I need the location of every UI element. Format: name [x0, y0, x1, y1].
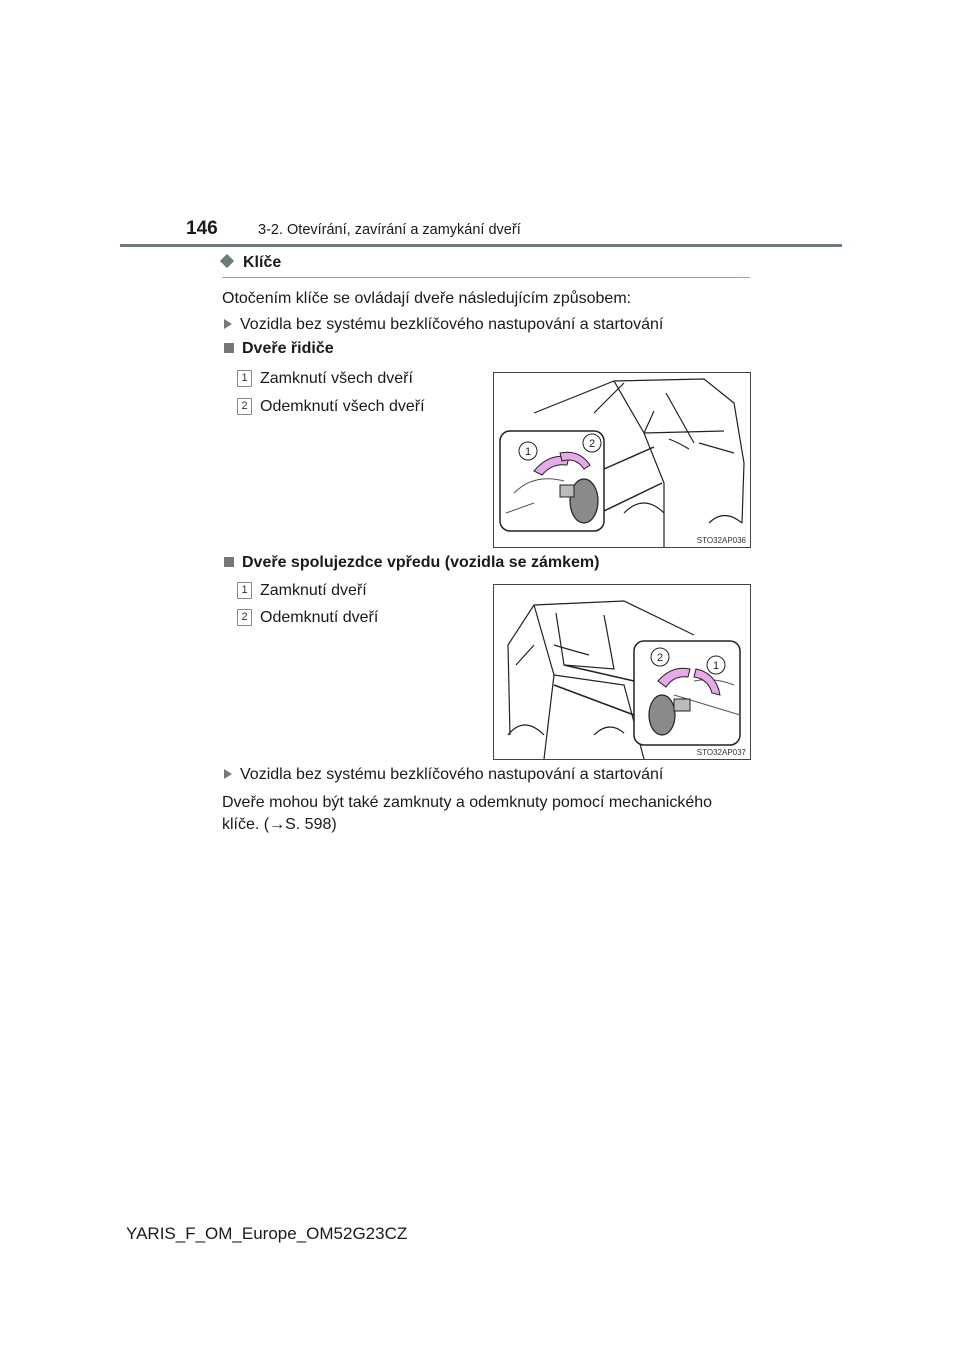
- diamond-bullet-icon: [220, 254, 234, 268]
- triangle-bullet-icon: [224, 319, 232, 329]
- section-title-text: Klíče: [243, 254, 282, 271]
- closing-line-2: klíče. (→S. 598): [222, 816, 337, 833]
- section-divider: [222, 277, 750, 278]
- step-number: 2: [237, 398, 252, 415]
- list-item: [237, 396, 425, 418]
- step-number: 2: [237, 609, 252, 626]
- step-number: 1: [237, 370, 252, 387]
- list-item: [237, 368, 413, 390]
- chapter-title: 3-2. Otevírání, zavírání a zamykání dveří: [258, 222, 521, 238]
- closing-line-1: Dveře mohou být také zamknuty a odemknuty pomocí mechanického: [222, 794, 713, 811]
- passenger-door-figure: [493, 584, 751, 760]
- passenger-door-heading-text: Dveře spolujezdce vpředu (vozidla se zámkem): [242, 554, 600, 571]
- figure-label-1: 1: [524, 446, 532, 458]
- figure-code: STO32AP036: [696, 536, 746, 545]
- passenger-door-heading: [224, 554, 599, 572]
- vehicle-note-1: [224, 314, 663, 336]
- driver-door-heading: [224, 340, 334, 358]
- car-key-illustration: [494, 585, 750, 759]
- vehicle-note-2: [224, 764, 663, 786]
- square-bullet-icon: [224, 557, 234, 567]
- vehicle-note-2-text: Vozidla bez systému bezklíčového nastupování a startování: [240, 766, 664, 783]
- driver-door-heading-text: Dveře řidiče: [242, 340, 334, 357]
- list-item: [237, 580, 367, 602]
- figure-label-1: 1: [712, 660, 720, 672]
- driver-door-figure: [493, 372, 751, 548]
- list-item-text: Odemknutí dveří: [260, 609, 379, 626]
- list-item-text: Zamknutí všech dveří: [260, 370, 413, 387]
- footer-doc-id: YARIS_F_OM_Europe_OM52G23CZ: [126, 1224, 408, 1243]
- list-item: [237, 607, 378, 629]
- section-title: [222, 254, 281, 272]
- header-divider: [120, 244, 842, 247]
- list-item-text: Odemknutí všech dveří: [260, 398, 425, 415]
- intro-text: Otočením klíče se ovládají dveře následujícím způsobem:: [222, 290, 632, 307]
- page-number: 146: [186, 218, 218, 239]
- square-bullet-icon: [224, 343, 234, 353]
- list-item-text: Zamknutí dveří: [260, 582, 367, 599]
- figure-label-2: 2: [656, 652, 664, 664]
- step-number: 1: [237, 582, 252, 599]
- figure-code: STO32AP037: [696, 748, 746, 757]
- figure-label-2: 2: [588, 438, 596, 450]
- triangle-bullet-icon: [224, 769, 232, 779]
- car-key-illustration: [494, 373, 750, 547]
- vehicle-note-1-text: Vozidla bez systému bezklíčového nastupování a startování: [240, 316, 664, 333]
